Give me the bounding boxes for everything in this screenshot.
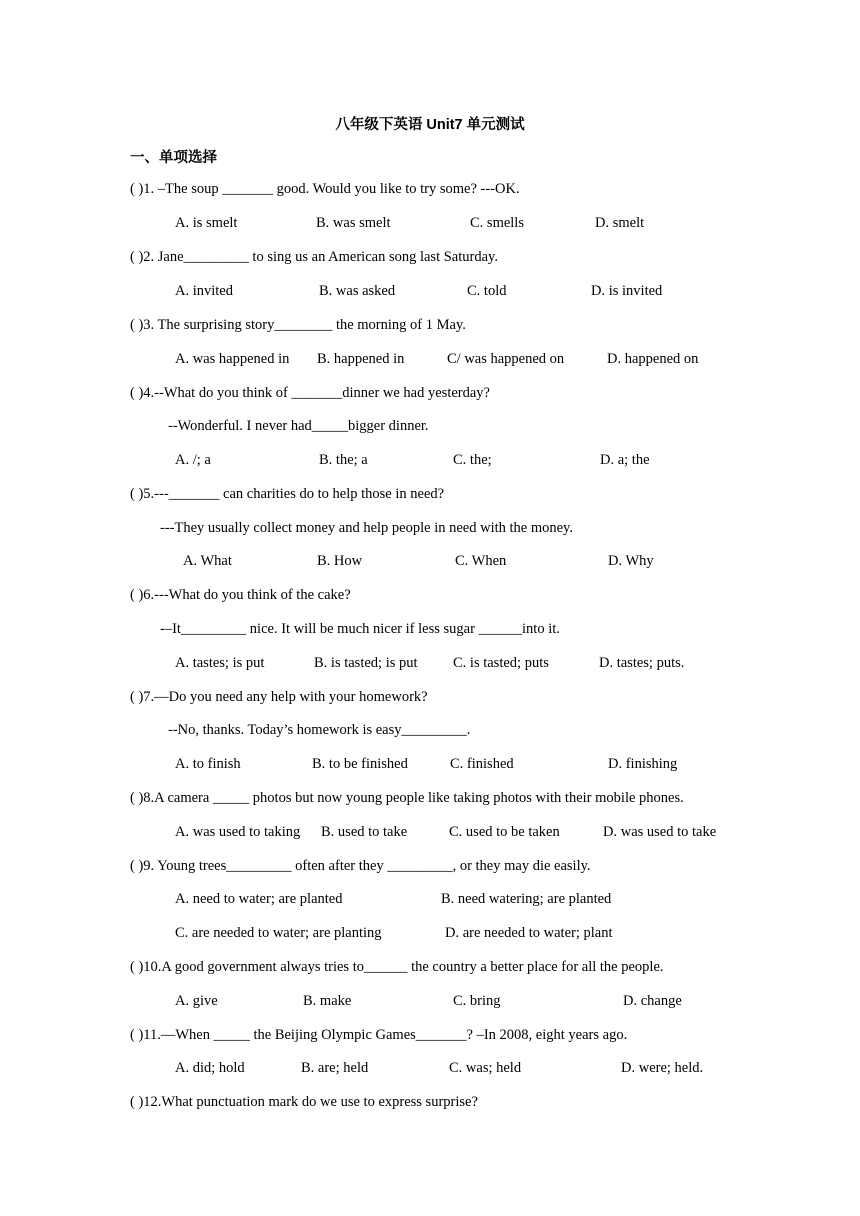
page-title: 八年级下英语 Unit7 单元测试 (335, 117, 525, 133)
question-1-option-a: A. is smelt (175, 215, 238, 231)
question-8-option-c: C. used to be taken (449, 824, 560, 840)
question-7-option-c: C. finished (450, 756, 514, 772)
question-6-option-c: C. is tasted; puts (453, 655, 549, 671)
question-11-option-a: A. did; hold (175, 1060, 245, 1076)
question-10-option-a: A. give (175, 993, 218, 1009)
question-8-option-b: B. used to take (321, 824, 408, 840)
question-4-stem: ( )4.--What do you think of _______dinner we had yesterday? (130, 385, 490, 401)
question-6-option-b: B. is tasted; is put (314, 655, 418, 671)
question-3-stem: ( )3. The surprising story________ the morning of 1 May. (130, 317, 466, 333)
question-4-reply: --Wonderful. I never had_____bigger dinner. (168, 418, 429, 434)
question-7-reply: --No, thanks. Today’s homework is easy_________. (168, 722, 471, 738)
question-9-option-a: A. need to water; are planted (175, 891, 343, 907)
question-9-stem: ( )9. Young trees_________ often after they _________, or they may die easily. (130, 858, 591, 874)
question-1-option-b: B. was smelt (316, 215, 391, 231)
question-5-option-a: A. What (183, 553, 232, 569)
question-9-option-b: B. need watering; are planted (441, 891, 612, 907)
question-1-option-c: C. smells (470, 215, 524, 231)
question-6-option-a: A. tastes; is put (175, 655, 265, 671)
question-11-stem: ( )11.—When _____ the Beijing Olympic Games_______? –In 2008, eight years ago. (130, 1027, 628, 1043)
question-8-option-d: D. was used to take (603, 824, 717, 840)
question-9-option-c: C. are needed to water; are planting (175, 925, 382, 941)
question-5-reply: ---They usually collect money and help people in need with the money. (160, 520, 573, 536)
question-10-stem: ( )10.A good government always tries to______ the country a better place for all the people. (130, 959, 664, 975)
question-3-option-d: D. happened on (607, 351, 699, 367)
question-10-option-b: B. make (303, 993, 352, 1009)
question-3-option-b: B. happened in (317, 351, 405, 367)
question-12-stem: ( )12.What punctuation mark do we use to express surprise? (130, 1094, 478, 1110)
question-5-option-b: B. How (317, 553, 363, 569)
question-3-option-a: A. was happened in (175, 351, 290, 367)
question-8-stem: ( )8.A camera _____ photos but now young people like taking photos with their mobile phones. (130, 790, 684, 806)
question-4-option-d: D. a; the (600, 452, 650, 468)
question-2-stem: ( )2. Jane_________ to sing us an American song last Saturday. (130, 249, 498, 265)
question-10-option-d: D. change (623, 993, 682, 1009)
question-4-option-a: A. /; a (175, 452, 211, 468)
question-2-option-c: C. told (467, 283, 507, 299)
question-11-option-c: C. was; held (449, 1060, 522, 1076)
question-7-option-a: A. to finish (175, 756, 241, 772)
question-11-option-d: D. were; held. (621, 1060, 704, 1076)
question-7-option-d: D. finishing (608, 756, 678, 772)
question-6-option-d: D. tastes; puts. (599, 655, 685, 671)
question-10-option-c: C. bring (453, 993, 501, 1009)
question-2-option-b: B. was asked (319, 283, 396, 299)
question-5-stem: ( )5.---_______ can charities do to help those in need? (130, 486, 445, 502)
question-2-option-d: D. is invited (591, 283, 663, 299)
question-5-option-d: D. Why (608, 553, 654, 569)
question-6-stem: ( )6.---What do you think of the cake? (130, 587, 351, 603)
question-4-option-b: B. the; a (319, 452, 368, 468)
section-heading: 一、单项选择 (130, 150, 217, 166)
question-1-option-d: D. smelt (595, 215, 645, 231)
question-4-option-c: C. the; (453, 452, 492, 468)
question-8-option-a: A. was used to taking (175, 824, 301, 840)
question-11-option-b: B. are; held (301, 1060, 369, 1076)
question-2-option-a: A. invited (175, 283, 233, 299)
question-9-option-d: D. are needed to water; plant (445, 925, 613, 941)
question-7-option-b: B. to be finished (312, 756, 408, 772)
question-7-stem: ( )7.—Do you need any help with your homework? (130, 689, 428, 705)
question-3-option-c: C/ was happened on (447, 351, 565, 367)
question-5-option-c: C. When (455, 553, 507, 569)
question-1-stem: ( )1. –The soup _______ good. Would you like to try some? ---OK. (130, 181, 520, 197)
question-6-reply: -–It_________ nice. It will be much nicer if less sugar ______into it. (160, 621, 560, 637)
